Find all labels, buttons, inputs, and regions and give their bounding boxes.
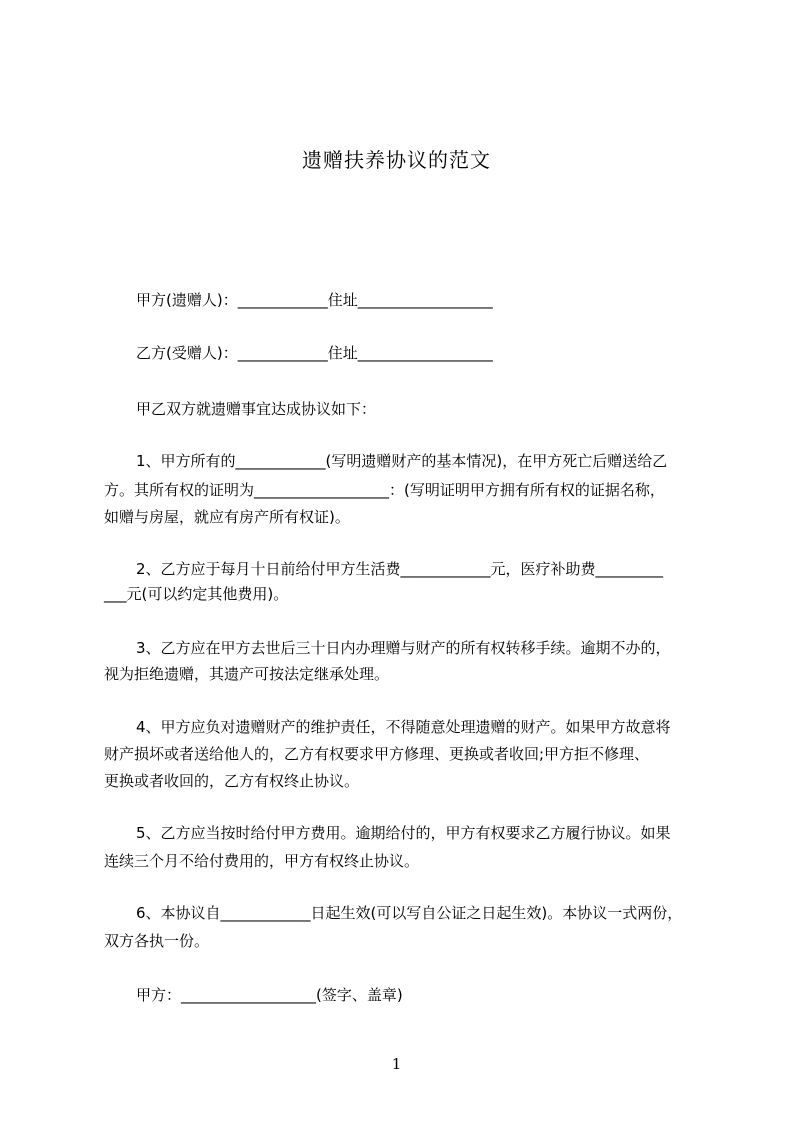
clause-6-line-2: 双方各执一份。 [104,932,210,950]
party-a-signature-line: 甲方：__________________(签字、盖章) [136,986,403,1004]
clause-3-line-2: 视为拒绝遗赠，其遗产可按法定继承处理。 [104,665,390,683]
clause-2-line-1: 2、乙方应于每月十日前给付甲方生活费____________元，医疗补助费_________ [136,560,664,578]
clause-4-line-1: 4、甲方应负对遗赠财产的维护责任，不得随意处理遗赠的财产。如果甲方故意将 [136,718,671,736]
clause-1-line-3: 如赠与房屋，就应有房产所有权证)。 [104,508,350,526]
clause-3-line-1: 3、乙方应在甲方去世后三十日内办理赠与财产的所有权转移手续。逾期不办的， [136,639,671,657]
clause-5-line-2: 连续三个月不给付费用的，甲方有权终止协议。 [104,852,420,870]
clause-1-line-1: 1、甲方所有的____________(写明遗赠财产的基本情况)，在甲方死亡后赠送给乙 [136,452,668,470]
page-number: 1 [391,1055,402,1073]
document-title: 遗赠扶养协议的范文 [302,148,491,172]
clause-6-line-1: 6、本协议自____________日起生效(可以写自公证之日起生效)。本协议一式两份， [136,904,683,922]
agreement-intro: 甲乙双方就遗赠事宜达成协议如下： [136,400,377,418]
clause-4-line-3: 更换或者收回的，乙方有权终止协议。 [104,772,360,790]
clause-2-line-2: ___元(可以约定其他费用)。 [104,585,289,603]
clause-5-line-1: 5、乙方应当按时给付甲方费用。逾期给付的，甲方有权要求乙方履行协议。如果 [136,824,671,842]
clause-1-line-2: 方。其所有权的证明为__________________：(写明证明甲方拥有所有权的证据名称， [104,481,665,499]
party-b-line: 乙方(受赠人)：____________住址__________________ [136,344,493,362]
clause-4-line-2: 财产损坏或者送给他人的，乙方有权要求甲方修理、更换或者收回;甲方拒不修理、 [104,745,650,763]
party-a-line: 甲方(遗赠人)：____________住址__________________ [136,291,493,309]
